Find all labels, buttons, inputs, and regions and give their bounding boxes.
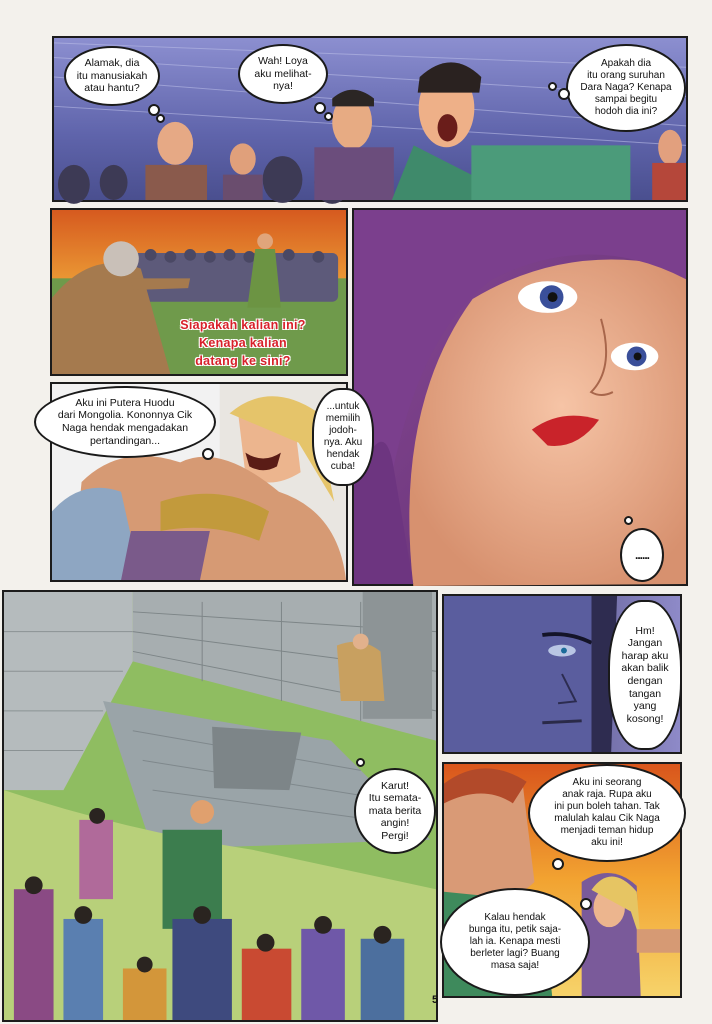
speech-tail bbox=[548, 82, 557, 91]
speech-tail bbox=[356, 758, 365, 767]
speech-bubble-ghost: Alamak, dia itu manusiakah atau hantu? bbox=[64, 46, 160, 106]
speech-bubble-prince-intro: Aku ini Putera Huodu dari Mongolia. Kononnya Cik Naga hendak mengadakan pertandingan... bbox=[34, 386, 216, 458]
speech-bubble-not-empty-handed: Hm! Jangan harap aku akan balik dengan tangan yang kosong! bbox=[608, 600, 682, 750]
speech-tail bbox=[580, 898, 592, 910]
old-man-walking bbox=[337, 642, 385, 701]
speech-bubble-dara-naga: Apakah dia itu orang suruhan Dara Naga? Kenapa sampai begitu hodoh dia ini? bbox=[566, 44, 686, 132]
speech-bubble-nonsense: Karut! Itu semata- mata berita angin! Pergi! bbox=[354, 768, 436, 854]
speech-bubble-disgust: Wah! Loya aku melihat- nya! bbox=[238, 44, 328, 104]
panel-woman-closeup bbox=[352, 208, 688, 586]
speech-tail bbox=[552, 858, 564, 870]
panel-crowd-reaction bbox=[52, 36, 688, 202]
speech-bubble-prince-challenge: ...untuk memilih jodoh- nya. Aku hendak cuba! bbox=[312, 388, 374, 486]
panel-prince-boast bbox=[442, 762, 682, 998]
man-face-left bbox=[157, 122, 193, 165]
shouted-question-caption: Siapakah kalian ini? Kenapa kalian datang ke sini? bbox=[180, 318, 306, 369]
speech-tail bbox=[324, 112, 333, 121]
speech-tail bbox=[156, 114, 165, 123]
speech-bubble-silence: ...... bbox=[620, 528, 664, 582]
page-number: 5 bbox=[432, 994, 439, 1006]
panel-prince-huodu bbox=[50, 382, 363, 582]
panel-old-man-sunset bbox=[50, 208, 348, 376]
speech-tail bbox=[558, 88, 570, 100]
speech-tail bbox=[202, 448, 214, 460]
speech-tail bbox=[624, 516, 633, 525]
panel-courtyard bbox=[2, 590, 438, 1022]
speech-tail bbox=[314, 102, 326, 114]
speech-bubble-waste-time: Kalau hendak bunga itu, petik saja- lah ia. Kenapa mesti berleter lagi? Buang masa saja! bbox=[440, 888, 590, 996]
panel-stern-warrior bbox=[442, 594, 682, 754]
speech-bubble-son-of-king: Aku ini seorang anak raja. Rupa aku ini pun boleh tahan. Tak malulah kalau Cik Naga menjadi teman hidup aku ini! bbox=[528, 764, 686, 862]
